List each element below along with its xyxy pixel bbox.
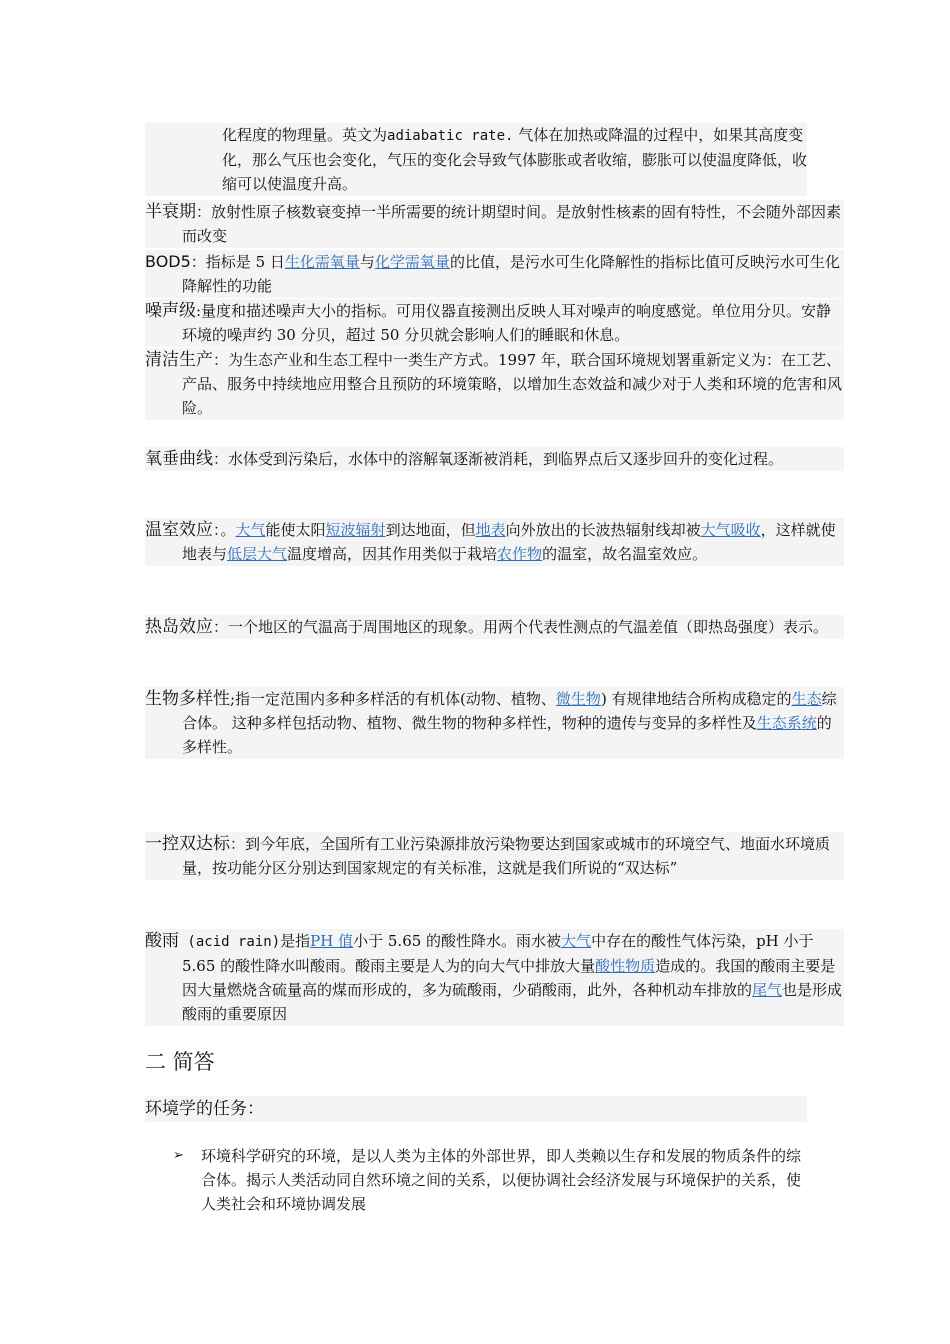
link-shortwave-radiation[interactable]: 短波辐射: [325, 521, 386, 539]
link-ecology[interactable]: 生态: [791, 690, 822, 708]
greenhouse-text-3: 到达地面，但: [385, 521, 476, 539]
entry-bod5: [145, 250, 844, 298]
acid-rain-text-4: 造成的。我国的酸雨主要是因大量燃烧含硫量高的煤而形成的，多为硫酸雨，少硝酸雨，此外，各种机动车排放的: [182, 957, 836, 999]
bod5-text-3: 的比值，是污水可生化降解性的指标比值可反映污水可生化降解性的功能: [182, 253, 840, 295]
term-biodiversity: 生物多样性: [145, 689, 230, 709]
arrow-bullet-icon: ➢: [173, 1148, 184, 1163]
term-clean-production: 清洁生产: [145, 350, 213, 370]
link-cod[interactable]: 化学需氧量: [374, 253, 450, 271]
entry-half-life: [145, 200, 844, 248]
link-ecosystem[interactable]: 生态系统: [756, 714, 817, 732]
question-text: 环境学的任务：: [145, 1099, 264, 1119]
term-half-life: 半衰期: [145, 202, 196, 222]
term-oxygen-sag: 氧垂曲线: [145, 449, 213, 469]
entry-heat-island: [145, 615, 844, 639]
definition-one-control: ：到今年底，全国所有工业污染源排放污染物要达到国家或城市的环境空气、地面水环境质量，按功能分区分别达到国家规定的有关标准，这就是我们所说的“双达标”: [182, 835, 831, 877]
bullet-text: 环境科学研究的环境，是以人类为主体的外部世界，即人类赖以生存和发展的物质条件的综合体。揭示人类活动同自然环境之间的关系，以便协调社会经济发展与环境保护的关系，使人类社会和环境协调发展: [201, 1147, 802, 1213]
definition-clean-production: ：为生态产业和生态工程中一类生产方式。1997 年，联合国环境规划署重新定义为：在工艺、产品、服务中持续地应用整合且预防的环境策略，以增加生态效益和减少对于人类和环境的危害和风险。: [182, 351, 843, 417]
adiabatic-english: adiabatic rate.: [387, 128, 514, 144]
entry-biodiversity: [145, 687, 844, 759]
definition-oxygen-sag: ：水体受到污染后，水体中的溶解氧逐渐被消耗，到临界点后又逐步回升的变化过程。: [213, 450, 784, 468]
link-atmospheric-absorption[interactable]: 大气吸收: [700, 521, 761, 539]
greenhouse-text-2: 能使太阳: [265, 521, 326, 539]
link-lower-atmosphere[interactable]: 低层大气: [227, 545, 288, 563]
entry-greenhouse: [145, 518, 844, 566]
link-ph-value[interactable]: PH 值: [310, 932, 354, 950]
bod5-text-1: ：指标是 5 日: [190, 253, 285, 271]
link-surface[interactable]: 地表: [475, 521, 506, 539]
term-noise-level: 噪声级: [145, 301, 196, 321]
greenhouse-text-4: 向外放出的长波热辐射线却被: [505, 521, 701, 539]
greenhouse-text-1: ：。: [213, 521, 236, 539]
acid-rain-text-2: 小于 5.65 的酸性降水。雨水被: [353, 932, 562, 950]
question-title: [145, 1096, 807, 1122]
entry-clean-production: [145, 348, 844, 420]
link-crops[interactable]: 农作物: [497, 545, 543, 563]
acid-rain-text-5: 也是形成酸雨的重要原因: [182, 981, 843, 1023]
link-bod[interactable]: 生化需氧量: [284, 253, 360, 271]
term-greenhouse: 温室效应: [145, 520, 213, 540]
adiabatic-text-2: 气体在加热或降温的过程中，如果其高度变化，那么气压也会变化，气压的变化会导致气体膨胀或者收缩，膨胀可以使温度降低，收缩可以使温度升高。: [222, 126, 808, 193]
entry-noise-level: [145, 299, 844, 347]
term-heat-island: 热岛效应: [145, 617, 213, 637]
term-bod5: BOD5: [145, 252, 191, 271]
greenhouse-text-6: 温度增高，因其作用类似于栽培: [287, 545, 498, 563]
entry-one-control: [145, 832, 844, 880]
link-atmosphere-2[interactable]: 大气: [561, 932, 592, 950]
entry-acid-rain: [145, 929, 844, 1026]
greenhouse-text-5: ，这样就使地表与: [182, 521, 836, 563]
term-one-control: 一控双达标: [145, 834, 230, 854]
definition-half-life: ：放射性原子核数衰变掉一半所需要的统计期望时间。是放射性核素的固有特性，不会随外部因素而改变: [182, 203, 842, 245]
link-exhaust[interactable]: 尾气: [752, 981, 783, 999]
acid-rain-english: (acid rain): [179, 934, 281, 950]
bullet-item: [173, 1144, 813, 1216]
definition-heat-island: ：一个地区的气温高于周围地区的现象。用两个代表性测点的气温差值（即热岛强度）表示。: [213, 618, 829, 636]
term-acid-rain: 酸雨: [145, 931, 179, 951]
link-microorganism[interactable]: 微生物: [555, 690, 601, 708]
adiabatic-text-1: 化程度的物理量。英文为: [222, 126, 388, 144]
entry-adiabatic: [145, 123, 807, 196]
bod5-text-2: 与: [359, 253, 375, 271]
acid-rain-text-1: 是指: [280, 932, 311, 950]
section-heading: 二 简答: [145, 1050, 215, 1074]
biodiversity-text-1: ;指一定范围内多种多样活的有机体(动物、植物、: [230, 690, 556, 708]
acid-rain-text-3: 中存在的酸性气体污染，pH 小于 5.65 的酸性降水叫酸雨。酸雨主要是人为的向大气中排放大量: [182, 932, 814, 975]
biodiversity-text-3: 综合体。 这种多样包括动物、植物、微生物的物种多样性，物种的遗传与变异的多样性及: [182, 690, 837, 732]
entry-oxygen-sag: [145, 447, 844, 471]
biodiversity-text-4: 的多样性。: [182, 714, 832, 756]
link-acidic-substances[interactable]: 酸性物质: [595, 957, 656, 975]
link-atmosphere[interactable]: 大气: [235, 521, 266, 539]
biodiversity-text-2: ) 有规律地结合所构成稳定的: [600, 690, 792, 708]
greenhouse-text-7: 的温室，故名温室效应。: [542, 545, 708, 563]
definition-noise-level: :量度和描述噪声大小的指标。可用仪器直接测出反映人耳对噪声的响度感觉。单位用分贝。安静环境的噪声约 30 分贝，超过 50 分贝就会影响人们的睡眠和休息。: [182, 302, 832, 344]
